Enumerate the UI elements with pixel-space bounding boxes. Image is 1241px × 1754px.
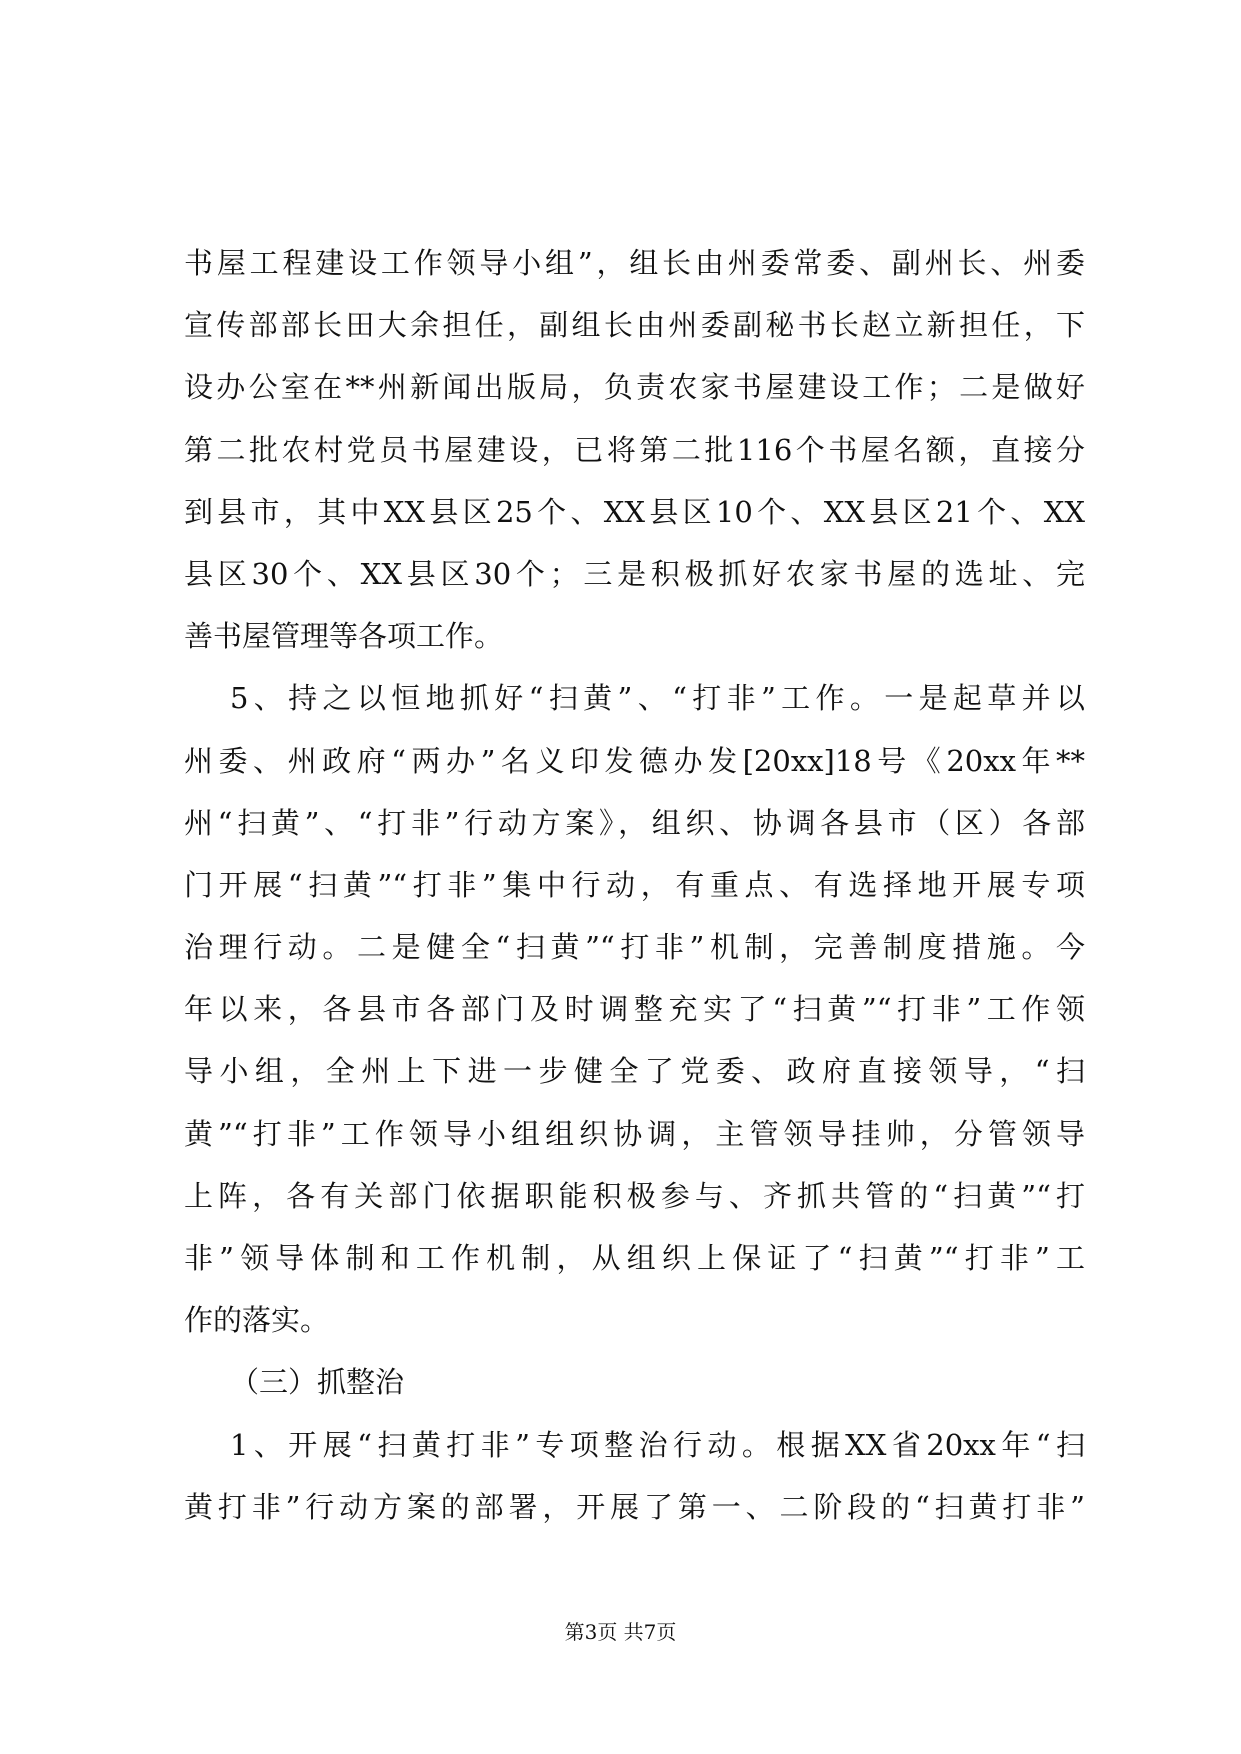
text-line: 州委、州政府“两办”名义印发德办发[20xx]18号《20xx年** xyxy=(184,743,1085,778)
section-heading xyxy=(184,1351,1085,1413)
text-line: 书屋工程建设工作领导小组”，组长由州委常委、副州长、州委 xyxy=(184,246,1085,280)
page-footer: 第3页 共7页 xyxy=(564,1620,677,1644)
paragraph xyxy=(184,1414,1085,1538)
text-line: 治理行动。二是健全“扫黄”“打非”机制，完善制度措施。今 xyxy=(184,930,1085,965)
text-line: 年以来，各县市各部门及时调整充实了“扫黄”“打非”工作领 xyxy=(184,992,1085,1027)
text-line: 门开展“扫黄”“打非”集中行动，有重点、有选择地开展专项 xyxy=(184,867,1085,902)
section-heading-text: （三）抓整治 xyxy=(230,1365,405,1400)
text-line: 州“扫黄”、“打非”行动方案》，组织、协调各县市（区）各部 xyxy=(184,805,1085,840)
text-line: 宣传部部长田大余担任，副组长由州委副秘书长赵立新担任，下 xyxy=(184,308,1085,343)
text-line: 非”领导体制和工作机制，从组织上保证了“扫黄”“打非”工 xyxy=(184,1241,1085,1275)
text-line: 县区30个、XX县区30个；三是积极抓好农家书屋的选址、完 xyxy=(184,556,1085,591)
page-body xyxy=(184,232,1085,1538)
text-line: 上阵，各有关部门依据职能积极参与、齐抓共管的“扫黄”“打 xyxy=(184,1178,1085,1213)
text-line: 导小组，全州上下进一步健全了党委、政府直接领导，“扫 xyxy=(184,1054,1085,1089)
text-line: 到县市，其中XX县区25个、XX县区10个、XX县区21个、XX xyxy=(184,494,1085,529)
text-line: 设办公室在**州新闻出版局，负责农家书屋建设工作；二是做好 xyxy=(184,370,1085,405)
text-line: 第二批农村党员书屋建设，已将第二批116个书屋名额，直接分 xyxy=(184,432,1085,467)
text-line: 5、持之以恒地抓好“扫黄”、“打非”工作。一是起草并以 xyxy=(230,681,1085,716)
text-line: 善书屋管理等各项工作。 xyxy=(184,619,504,654)
paragraph xyxy=(184,232,1085,667)
text-line: 1、开展“扫黄打非”专项整治行动。根据XX省20xx年“扫 xyxy=(230,1427,1085,1462)
text-line: 黄打非”行动方案的部署，开展了第一、二阶段的“扫黄打非” xyxy=(184,1489,1085,1524)
text-line: 黄”“打非”工作领导小组组织协调，主管领导挂帅，分管领导 xyxy=(184,1116,1085,1151)
text-line: 作的落实。 xyxy=(184,1303,330,1338)
paragraph xyxy=(184,667,1085,1351)
